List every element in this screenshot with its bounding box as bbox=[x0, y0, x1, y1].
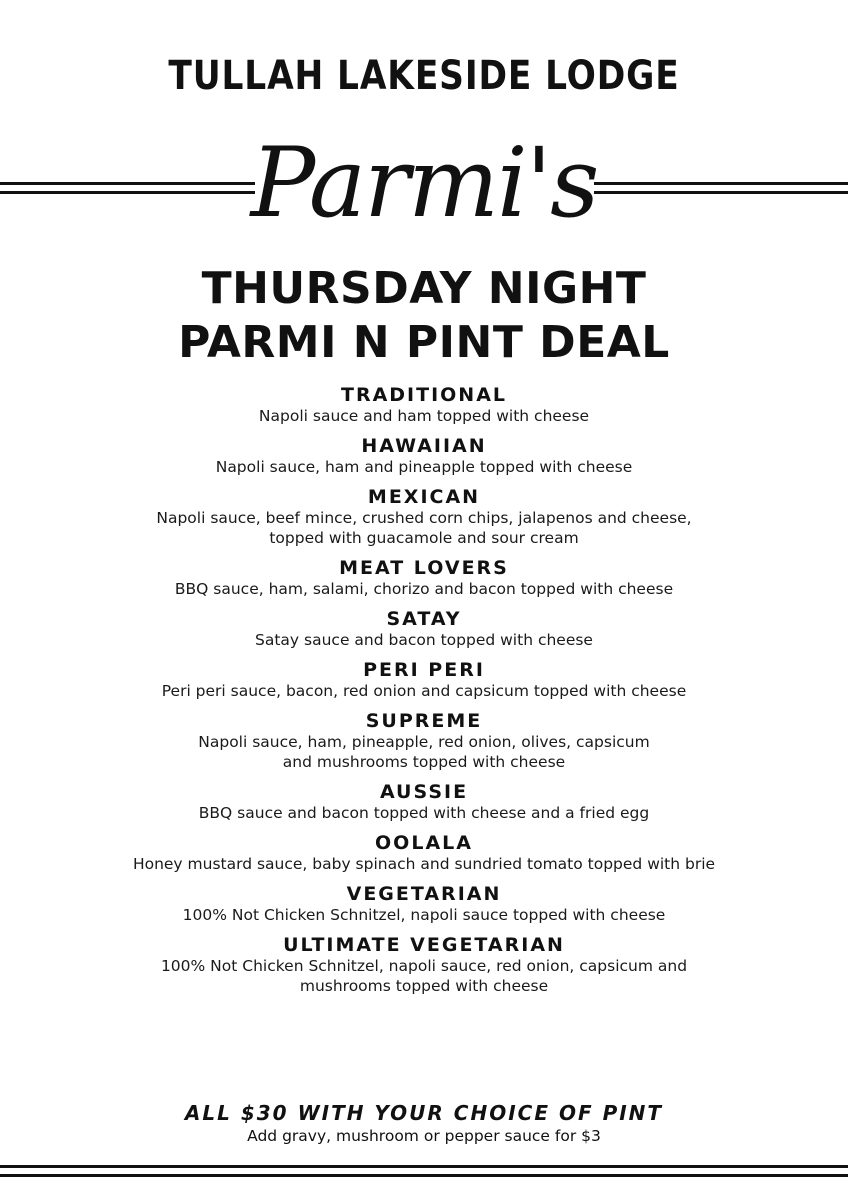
menu-item-name: VEGETARIAN bbox=[346, 883, 502, 905]
menu-item bbox=[0, 608, 848, 650]
menu-item bbox=[0, 934, 848, 996]
price-offer bbox=[0, 1100, 848, 1146]
menu-item-description: Napoli sauce, ham and pineapple topped with cheese bbox=[215, 458, 633, 476]
menu-item-name: OOLALA bbox=[375, 832, 473, 854]
menu-item-name: MEXICAN bbox=[367, 486, 481, 508]
offer-note: Add gravy, mushroom or pepper sauce for $3 bbox=[247, 1127, 601, 1145]
menu-list bbox=[0, 384, 848, 1005]
menu-item-name: HAWAIIAN bbox=[361, 435, 487, 457]
menu-item-name: ULTIMATE VEGETARIAN bbox=[283, 934, 565, 956]
menu-item bbox=[0, 435, 848, 477]
menu-item-description: Satay sauce and bacon topped with cheese bbox=[255, 631, 593, 649]
deal-headline bbox=[0, 262, 848, 370]
menu-item-name: AUSSIE bbox=[379, 781, 469, 803]
menu-item-name: MEAT LOVERS bbox=[339, 557, 509, 579]
deal-line-2: PARMI N PINT DEAL bbox=[178, 317, 670, 368]
menu-item-description: 100% Not Chicken Schnitzel, napoli sauce, red onion, capsicum and mushrooms topped with cheese bbox=[160, 957, 688, 995]
menu-item-name: TRADITIONAL bbox=[340, 384, 508, 406]
menu-item-description: BBQ sauce and bacon topped with cheese and a fried egg bbox=[198, 804, 650, 822]
deal-line-1: THURSDAY NIGHT bbox=[201, 263, 647, 314]
menu-item bbox=[0, 832, 848, 874]
menu-item bbox=[0, 659, 848, 701]
menu-item-description: Honey mustard sauce, baby spinach and sundried tomato topped with brie bbox=[132, 855, 716, 873]
menu-item bbox=[0, 557, 848, 599]
script-title: Parmi's bbox=[250, 127, 598, 239]
footer-rule-bottom bbox=[0, 1174, 848, 1177]
menu-item bbox=[0, 710, 848, 772]
menu-item bbox=[0, 384, 848, 426]
footer-rule-top bbox=[0, 1165, 848, 1168]
menu-item bbox=[0, 883, 848, 925]
offer-headline: ALL $30 WITH YOUR CHOICE OF PINT bbox=[184, 1101, 664, 1125]
menu-item-description: 100% Not Chicken Schnitzel, napoli sauce topped with cheese bbox=[182, 906, 666, 924]
menu-item-description: Napoli sauce, ham, pineapple, red onion, olives, capsicum and mushrooms topped with cheese bbox=[198, 733, 650, 771]
menu-item-name: SATAY bbox=[386, 608, 462, 630]
menu-item bbox=[0, 486, 848, 548]
menu-item-description: BBQ sauce, ham, salami, chorizo and bacon topped with cheese bbox=[174, 580, 674, 598]
menu-item-name: SUPREME bbox=[365, 710, 483, 732]
menu-item-name: PERI PERI bbox=[363, 659, 485, 681]
venue-title: TULLAH LAKESIDE LODGE bbox=[168, 53, 680, 99]
menu-item-description: Napoli sauce and ham topped with cheese bbox=[258, 407, 590, 425]
menu-item bbox=[0, 781, 848, 823]
menu-item-description: Napoli sauce, beef mince, crushed corn chips, jalapenos and cheese, topped with guacamole and sour cream bbox=[156, 509, 692, 547]
menu-item-description: Peri peri sauce, bacon, red onion and capsicum topped with cheese bbox=[161, 682, 687, 700]
